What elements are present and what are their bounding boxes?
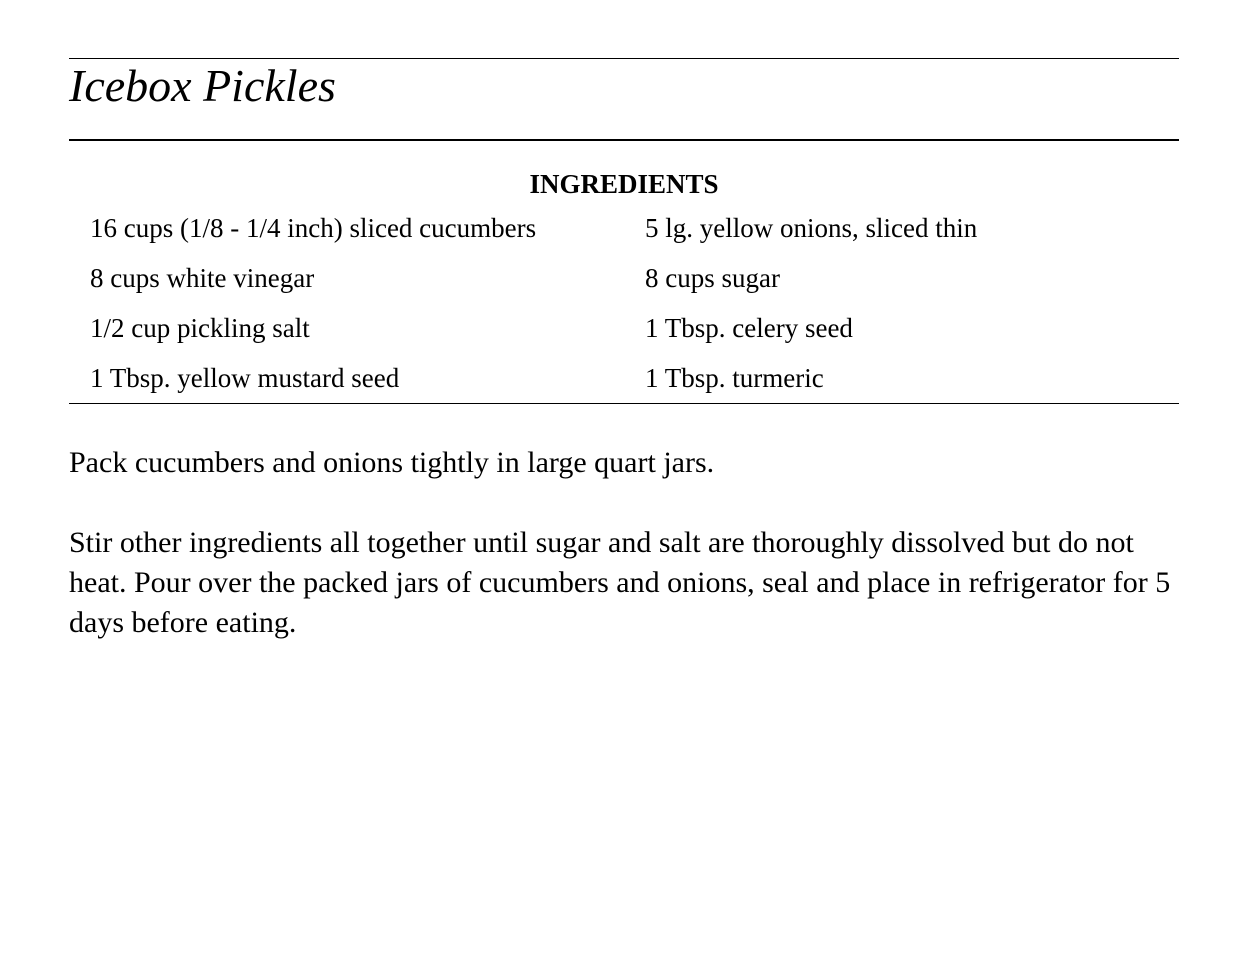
instruction-paragraph: Stir other ingredients all together until sugar and salt are thoroughly dissolved but do not heat. Pour over the packed jars of cucumbers and onions, seal and place in refrigerator for 5 days before eating. — [69, 526, 1171, 639]
ingredient-row — [69, 203, 1179, 253]
title-rule — [69, 139, 1179, 141]
ingredient-item: 16 cups (1/8 - 1/4 inch) sliced cucumbers — [90, 213, 537, 243]
ingredient-item: 8 cups sugar — [645, 263, 780, 293]
ingredients-heading: INGREDIENTS — [529, 169, 719, 199]
ingredients-rule — [69, 403, 1179, 404]
ingredients-table — [69, 203, 1179, 403]
ingredient-item: 1/2 cup pickling salt — [90, 313, 310, 343]
ingredient-row — [69, 303, 1179, 353]
top-rule — [69, 58, 1179, 59]
ingredient-row — [69, 353, 1179, 403]
recipe-title: Icebox Pickles — [69, 60, 336, 111]
instruction-paragraph: Pack cucumbers and onions tightly in large quart jars. — [69, 446, 715, 479]
ingredient-item: 8 cups white vinegar — [90, 263, 315, 293]
recipe-page — [69, 58, 1179, 643]
ingredient-item: 1 Tbsp. yellow mustard seed — [90, 363, 400, 393]
ingredient-item: 1 Tbsp. turmeric — [645, 363, 824, 393]
ingredient-row — [69, 253, 1179, 303]
ingredient-item: 5 lg. yellow onions, sliced thin — [645, 213, 978, 243]
ingredient-item: 1 Tbsp. celery seed — [645, 313, 853, 343]
